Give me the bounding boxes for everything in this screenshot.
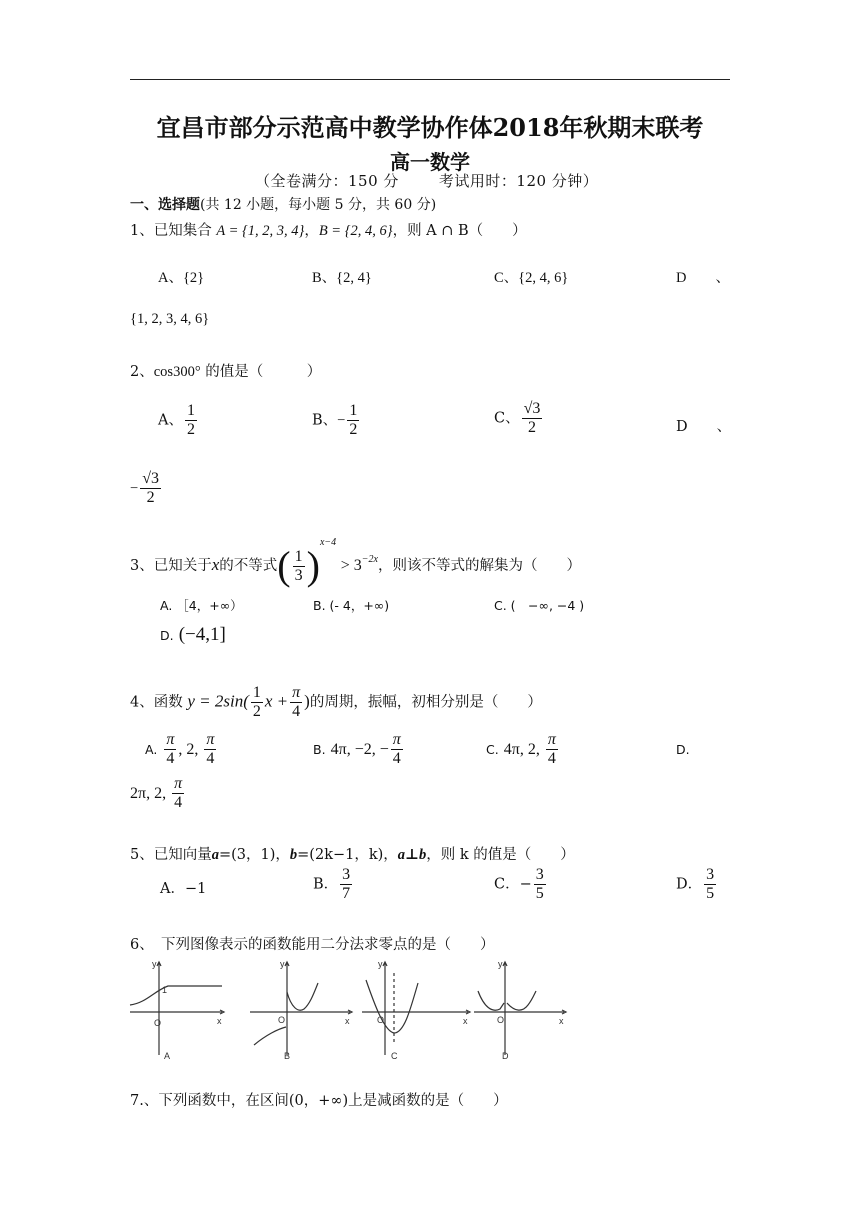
q4-c-text: 4π, 2, — [503, 741, 544, 758]
q4-option-c — [486, 731, 560, 768]
graph-a-y-label: y — [152, 959, 157, 969]
question-7: 7.、下列函数中，在区间(0，+∞)上是减函数的是（ ） — [130, 1093, 508, 1109]
graph-c-y-label: y — [378, 959, 383, 969]
q4-prefix: 4、函数 — [130, 694, 183, 711]
q3-d-label: D. — [160, 628, 174, 643]
q3-mid: 的不等式 — [219, 558, 278, 574]
q4-option-d-label: D. — [676, 742, 690, 757]
q3-rparen: ) — [306, 543, 320, 588]
graph-a-label: A — [164, 1051, 171, 1061]
q4-pi4 — [290, 684, 302, 721]
q2-a-label: A、 — [158, 412, 183, 429]
q5-b-num: 3 — [342, 866, 351, 883]
q5-c-label: C．− — [494, 876, 532, 893]
q3-option-d — [160, 624, 226, 646]
q3-base-den: 3 — [294, 566, 303, 584]
q5-b-frac — [340, 866, 352, 903]
q2-c-frac — [522, 400, 543, 437]
q4-a-den1: 4 — [166, 750, 175, 767]
q2-d-sign: − — [130, 480, 139, 497]
q1-option-c: C、{2, 4, 6} — [494, 270, 569, 286]
q4-b-frac — [391, 731, 403, 768]
q2-c-num: √3 — [523, 400, 541, 417]
q4-a-den2: 4 — [206, 750, 215, 767]
total-score: （全卷满分：150 分 — [255, 172, 399, 190]
q4-b-label: B. — [313, 742, 326, 757]
q3-option-b: B. (- 4，+∞) — [313, 598, 390, 613]
q3-gt: > 3 — [340, 557, 362, 574]
q2-prefix: 2、 — [130, 364, 154, 380]
q4-x-plus: x + — [264, 691, 289, 711]
q1-set-a: A = {1, 2, 3, 4} — [216, 223, 305, 239]
header-rule — [130, 79, 730, 80]
graph-d-origin: O — [497, 1015, 505, 1025]
q1-option-d-value: {1, 2, 3, 4, 6} — [130, 311, 210, 327]
q4-a-frac1 — [164, 731, 176, 768]
q5-b-val: =(2k−1，k)， — [297, 847, 398, 863]
graph-d-label: D — [502, 1051, 509, 1061]
q4-a-label: A. — [145, 742, 158, 757]
q4-a-num2: π — [206, 731, 215, 748]
q1-sep: ， — [304, 223, 319, 239]
q5-option-b — [313, 866, 354, 903]
q5-c-den: 5 — [535, 885, 544, 902]
question-2 — [130, 360, 321, 381]
graph-b-origin: O — [278, 1015, 286, 1025]
graph-d — [474, 962, 566, 1055]
question-1 — [130, 219, 527, 240]
q4-half-num: 1 — [252, 684, 261, 701]
section-heading — [130, 194, 436, 214]
graph-c-x-label: x — [463, 1016, 468, 1026]
q3-var: x — [211, 555, 220, 574]
q5-prefix: 5、已知向量 — [130, 847, 212, 863]
q2-expr: cos300° — [153, 364, 201, 380]
graph-a — [130, 962, 224, 1055]
exam-meta — [255, 170, 598, 191]
q5-a-val: =(3，1)， — [218, 847, 290, 863]
graph-b-y-label: y — [280, 959, 285, 969]
exam-time: 考试用时：120 分钟） — [438, 172, 599, 190]
graph-b — [250, 962, 352, 1055]
q5-c-frac — [534, 866, 546, 903]
q2-a-frac — [185, 402, 197, 439]
q3-exp2: −2x — [361, 554, 378, 565]
q3-lparen: ( — [277, 543, 291, 588]
exam-title: 宜昌市部分示范高中教学协作体2018年秋期末联考 — [156, 113, 704, 142]
q5-option-c — [494, 866, 548, 903]
q5-tail: ，则 k 的值是（ ） — [426, 847, 575, 863]
q5-d-den: 5 — [706, 885, 715, 902]
q1-tail: ，则 A ∩ B（ ） — [392, 223, 527, 239]
q2-option-a — [158, 402, 199, 439]
q2-d-frac — [140, 470, 161, 507]
q3-tail: ，则该不等式的解集为（ ） — [377, 558, 581, 574]
q1-option-d: D 、 — [676, 270, 730, 286]
q4-close: ) — [304, 691, 310, 711]
q5-b-den: 7 — [342, 885, 351, 902]
q1-option-b: B、{2, 4} — [312, 270, 372, 286]
question-3 — [130, 537, 581, 586]
q4-d-num: π — [174, 775, 183, 792]
q4-b-num: π — [392, 731, 401, 748]
q1-prefix: 1、已知集合 — [130, 223, 212, 239]
q3-exp1: x−4 — [319, 537, 337, 548]
q4-half-den: 2 — [252, 703, 261, 720]
q3-prefix: 3、已知关于 — [130, 558, 212, 574]
graph-b-label: B — [284, 1051, 291, 1061]
q2-a-num: 1 — [186, 402, 195, 419]
q4-b-den: 4 — [392, 750, 401, 767]
q5-b-label: B． — [313, 876, 339, 893]
q5-a-vec: a — [211, 847, 219, 863]
q4-option-b — [313, 731, 405, 768]
graph-a-origin: O — [154, 1018, 162, 1028]
q4-c-den: 4 — [547, 750, 556, 767]
q5-perp: a⊥b — [397, 847, 427, 863]
q5-c-num: 3 — [535, 866, 544, 883]
q4-pi-num: π — [292, 684, 301, 701]
section-note: (共 12 小题，每小题 5 分，共 60 分) — [200, 197, 437, 213]
q3-option-a: A. ［4，+∞） — [160, 598, 243, 613]
question-6: 6、 下列图像表示的函数能用二分法求零点的是（ ） — [130, 937, 495, 953]
q2-b-label: B、 — [312, 412, 338, 429]
q2-b-sign: − — [337, 412, 346, 429]
q4-option-a — [145, 731, 218, 768]
q5-option-a: A．−1 — [160, 881, 207, 897]
q4-d-den: 4 — [174, 794, 183, 811]
q3-base — [293, 548, 305, 585]
q2-b-den: 2 — [349, 421, 358, 438]
q4-a-num1: π — [166, 731, 175, 748]
section-title: 一、选择题 — [130, 197, 200, 213]
graph-c — [362, 962, 470, 1055]
q2-option-d-value — [130, 470, 163, 507]
graph-c-label: C — [391, 1051, 398, 1061]
graph-c-origin: O — [377, 1015, 385, 1025]
graph-b-x-label: x — [345, 1016, 350, 1026]
q2-a-den: 2 — [186, 421, 195, 438]
q4-pi-den: 4 — [292, 703, 301, 720]
q1-option-a: A、{2} — [158, 270, 205, 286]
q4-a-mid: , 2, — [178, 741, 203, 758]
q2-d-num: √3 — [142, 470, 159, 487]
exam-subject: 高一数学 — [390, 150, 470, 174]
q2-option-c — [494, 400, 544, 437]
q4-c-label: C. — [486, 742, 499, 757]
q3-base-num: 1 — [294, 547, 303, 565]
q4-func-lhs: y = 2sin( — [187, 691, 249, 711]
q2-c-den: 2 — [528, 419, 536, 436]
q2-c-label: C、 — [494, 410, 520, 427]
q2-tail: 的值是（ ） — [200, 364, 322, 380]
q4-d-text: 2π, 2, — [130, 785, 171, 802]
q5-option-d — [676, 866, 718, 903]
graph-a-x-label: x — [217, 1016, 222, 1026]
q4-a-frac2 — [204, 731, 216, 768]
q5-d-num: 3 — [706, 866, 715, 883]
graph-d-x-label: x — [559, 1016, 564, 1026]
q3-option-c: C. ( −∞, −4 ) — [494, 598, 585, 613]
q4-half — [251, 684, 263, 721]
question-4 — [130, 684, 542, 721]
q5-d-frac — [704, 866, 716, 903]
q4-option-d — [130, 775, 186, 812]
q5-d-label: D． — [676, 876, 703, 893]
q5-b-vec: b — [289, 847, 298, 863]
q4-d-frac — [172, 775, 184, 812]
q2-d-den: 2 — [146, 489, 155, 506]
graph-a-one: 1 — [162, 985, 168, 995]
q2-b-frac — [347, 402, 359, 439]
q1-set-b: B = {2, 4, 6} — [318, 223, 393, 239]
question-5 — [130, 843, 575, 864]
q2-option-d: D 、 — [676, 419, 732, 435]
q2-b-num: 1 — [349, 402, 358, 419]
q4-tail: 的周期，振幅，初相分别是（ ） — [309, 694, 542, 711]
q4-b-text: 4π, −2, − — [330, 741, 389, 758]
q3-d-value: (−4,1] — [178, 624, 226, 645]
q2-option-b — [312, 402, 361, 439]
q4-c-num: π — [547, 731, 556, 748]
graph-d-y-label: y — [498, 959, 503, 969]
q4-c-frac — [546, 731, 558, 768]
q6-graphs — [128, 955, 574, 1063]
